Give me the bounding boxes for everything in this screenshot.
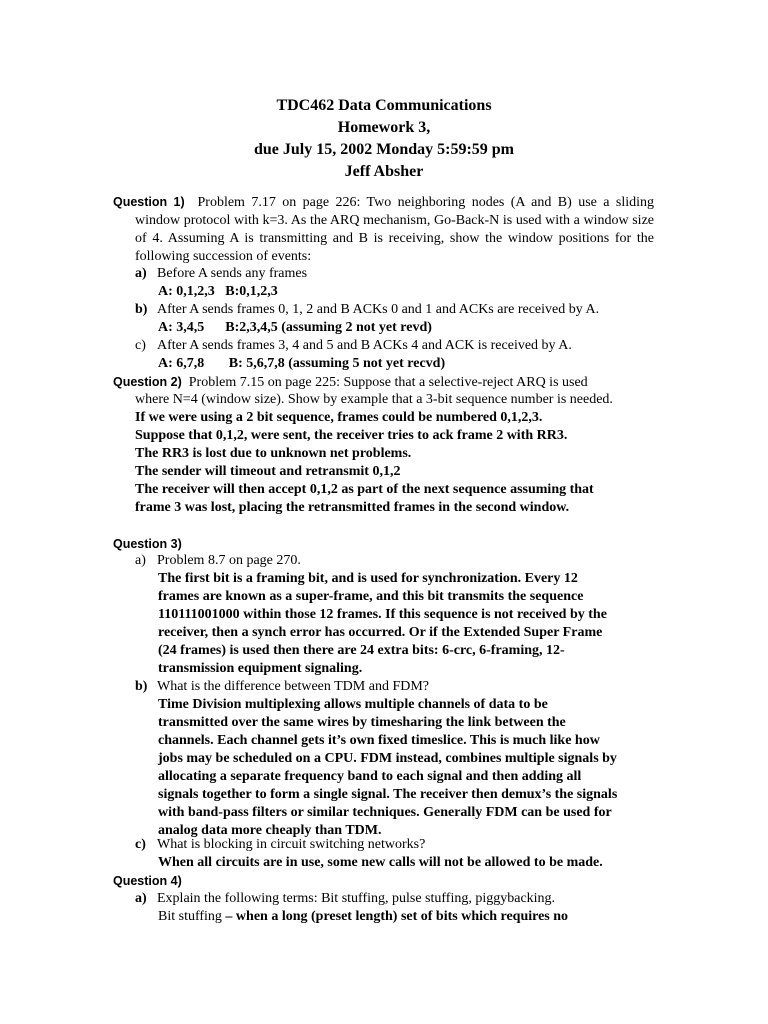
q1-a-answer: A: 0,1,2,3 B:0,1,2,3 (158, 284, 278, 299)
q3-item-a (135, 552, 301, 570)
q4-a-def: – when a long (preset length) set of bits which requires no (221, 909, 569, 924)
question-1-label: Question 1) (113, 195, 185, 209)
q3-a-answer-line: (24 frames) is used then there are 24 extra bits: 6-crc, 6-framing, 12- (158, 643, 565, 658)
q4-a-text: Explain the following terms: Bit stuffing, pulse stuffing, piggybacking. (157, 891, 556, 906)
q3-a-answer-line: 110111001000 within those 12 frames. If this sequence is not received by the (158, 607, 607, 622)
question-2-label: Question 2) (113, 375, 182, 389)
q3-a-answer-line: frames are known as a super-frame, and this bit transmits the sequence (158, 589, 584, 604)
question-1-text: Problem 7.17 on page 226: Two neighboring nodes (A and B) use a sliding window protocol with k=3. As the ARQ mechanism, Go-Back-N is used with a window size of 4. Assuming A is transmitting and B is receiving, show the window positions for the following succession of events: (135, 195, 655, 264)
q1-a-label: a) (135, 266, 147, 281)
q2-answer-line: frame 3 was lost, placing the retransmitted frames in the second window. (135, 500, 570, 515)
q4-a-term: Bit stuffing (158, 909, 222, 924)
q3-item-c (135, 836, 425, 854)
q3-b-answer-line: allocating a separate frequency band to each signal and then adding all (158, 769, 582, 784)
document-header (0, 95, 768, 183)
q1-b-answer: A: 3,4,5 B:2,3,4,5 (assuming 2 not yet revd) (158, 320, 432, 335)
q2-answer-line: The receiver will then accept 0,1,2 as part of the next sequence assuming that (135, 482, 594, 497)
homework-title: Homework 3, (337, 119, 431, 136)
q3-item-b (135, 678, 429, 696)
author-name: Jeff Absher (344, 163, 424, 180)
q4-item-a (135, 890, 555, 908)
q3-b-answer-line: signals together to form a single signal. The receiver then demux’s the signals (158, 787, 618, 802)
q3-b-text: What is the difference between TDM and FDM? (157, 679, 430, 694)
q1-c-text: After A sends frames 3, 4 and 5 and B ACKs 4 and ACK is received by A. (157, 338, 572, 353)
q2-answer-line: The sender will timeout and retransmit 0,1,2 (135, 464, 401, 479)
q2-answer-line: The RR3 is lost due to unknown net problems. (135, 446, 412, 461)
question-1-text-block (113, 193, 654, 266)
due-date: due July 15, 2002 Monday 5:59:59 pm (253, 141, 515, 158)
q3-a-answer-line: The first bit is a framing bit, and is used for synchronization. Every 12 (158, 571, 578, 586)
q1-a-text: Before A sends any frames (157, 266, 308, 281)
q3-a-label: a) (135, 553, 146, 568)
q3-b-answer-line: jobs may be scheduled on a CPU. FDM instead, combines multiple signals by (158, 751, 617, 766)
q2-answer-line: If we were using a 2 bit sequence, frames could be numbered 0,1,2,3. (135, 410, 543, 425)
q4-a-definition (158, 908, 568, 926)
course-title: TDC462 Data Communications (276, 97, 492, 114)
q3-a-answer-line: transmission equipment signaling. (158, 661, 363, 676)
q1-c-label: c) (135, 338, 146, 353)
question-2-text-2: where N=4 (window size). Show by example that a 3-bit sequence number is needed. (135, 392, 613, 407)
question-4-heading (113, 872, 182, 891)
q3-a-text: Problem 8.7 on page 270. (157, 553, 301, 568)
question-4-label: Question 4) (113, 874, 182, 888)
q3-b-answer-line: analog data more cheaply than TDM. (158, 823, 382, 838)
question-2-text-1: Problem 7.15 on page 225: Suppose that a selective-reject ARQ is used (188, 375, 588, 390)
q3-b-label: b) (135, 679, 148, 694)
q3-b-answer-line: with band-pass filters or similar techniques. Generally FDM can be used for (158, 805, 612, 820)
question-3-label: Question 3) (113, 537, 182, 551)
question-2-first-line (113, 373, 588, 392)
q3-c-answer: When all circuits are in use, some new calls will not be allowed to be made. (158, 855, 603, 870)
q3-b-answer-line: transmitted over the same wires by timesharing the link between the (158, 715, 566, 730)
q4-a-label: a) (135, 891, 147, 906)
q1-item-a (135, 265, 307, 283)
q1-b-text: After A sends frames 0, 1, 2 and B ACKs 0 and 1 and ACKs are received by A. (157, 302, 600, 317)
q3-c-text: What is blocking in circuit switching networks? (157, 837, 426, 852)
q1-item-c (135, 337, 572, 355)
q2-answer-line: Suppose that 0,1,2, were sent, the receiver tries to ack frame 2 with RR3. (135, 428, 568, 443)
q3-c-label: c) (135, 837, 146, 852)
q3-b-answer-line: channels. Each channel gets it’s own fixed timeslice. This is much like how (158, 733, 600, 748)
q1-item-b (135, 301, 599, 319)
q1-b-label: b) (135, 302, 148, 317)
q3-a-answer-line: receiver, then a synch error has occurred. Or if the Extended Super Frame (158, 625, 603, 640)
q1-c-answer: A: 6,7,8 B: 5,6,7,8 (assuming 5 not yet recvd) (158, 356, 446, 371)
q3-b-answer-line: Time Division multiplexing allows multiple channels of data to be (158, 697, 548, 712)
